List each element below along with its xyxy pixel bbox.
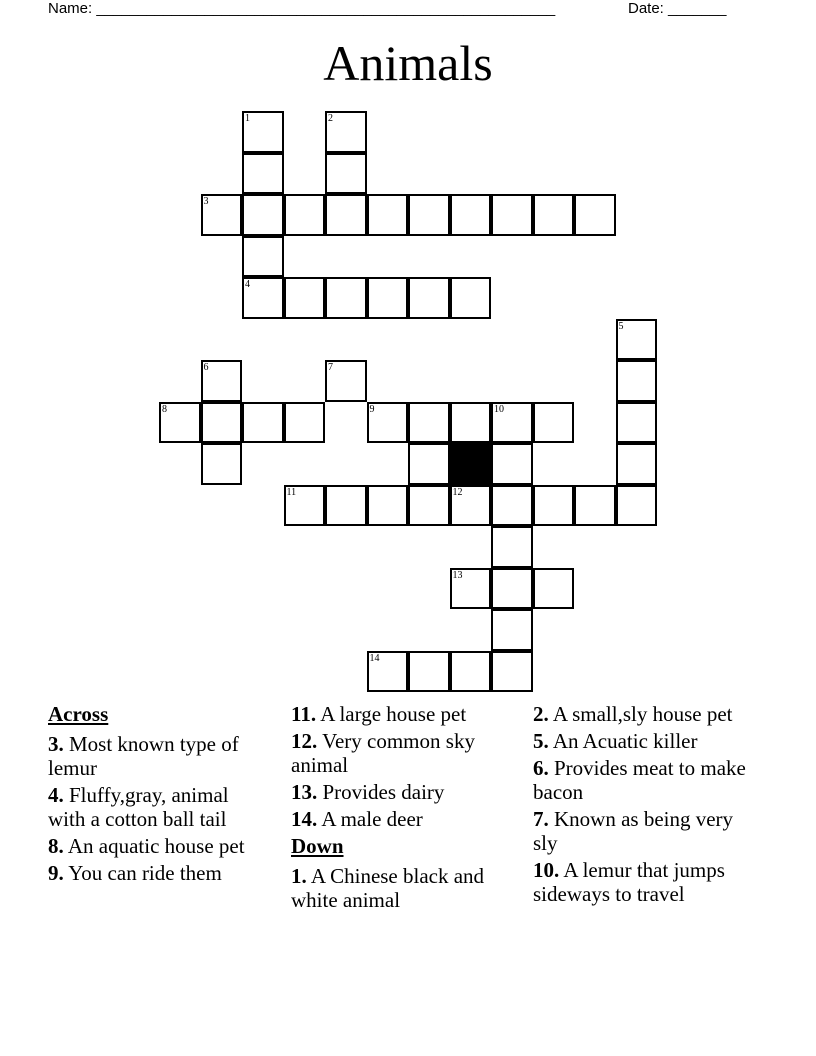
grid-cell[interactable] bbox=[325, 485, 367, 527]
clue-number-label: 8 bbox=[162, 403, 167, 415]
clue-number-label: 1 bbox=[245, 113, 250, 124]
grid-cell[interactable] bbox=[491, 443, 533, 485]
clue-text: An aquatic house pet bbox=[67, 834, 245, 858]
grid-cell[interactable] bbox=[491, 609, 533, 651]
clue-number-label: 11 bbox=[286, 486, 297, 498]
clue-number-label: 12 bbox=[452, 486, 463, 498]
clue-across-13 bbox=[291, 780, 501, 804]
clue-number: 12. bbox=[291, 729, 318, 753]
clue-number: 13. bbox=[291, 780, 318, 804]
clue-number: 3. bbox=[48, 732, 64, 756]
clue-number: 4. bbox=[48, 783, 64, 807]
clue-column-2 bbox=[291, 702, 501, 915]
grid-cell[interactable] bbox=[284, 194, 326, 236]
clue-text: Provides dairy bbox=[322, 780, 445, 804]
clue-text: A Chinese black and white animal bbox=[291, 864, 485, 912]
grid-cell[interactable] bbox=[616, 402, 658, 444]
grid-cell[interactable] bbox=[284, 485, 326, 527]
grid-cell[interactable] bbox=[533, 194, 575, 236]
clue-across-3 bbox=[48, 732, 268, 780]
clue-number: 5. bbox=[533, 729, 549, 753]
grid-cell[interactable] bbox=[408, 402, 450, 444]
grid-cell[interactable] bbox=[325, 153, 367, 195]
clue-text: A small,sly house pet bbox=[552, 702, 733, 726]
grid-cell[interactable] bbox=[159, 402, 201, 444]
clue-number: 11. bbox=[291, 702, 317, 726]
clue-text: A large house pet bbox=[320, 702, 467, 726]
clue-across-8 bbox=[48, 834, 268, 858]
grid-cell[interactable] bbox=[491, 194, 533, 236]
grid-cell[interactable] bbox=[242, 153, 284, 195]
clue-text: A male deer bbox=[321, 807, 423, 831]
grid-cell[interactable] bbox=[242, 236, 284, 278]
grid-cell[interactable] bbox=[533, 485, 575, 527]
grid-cell[interactable] bbox=[325, 277, 367, 319]
grid-cell[interactable] bbox=[533, 568, 575, 610]
grid-cell[interactable] bbox=[574, 485, 616, 527]
clue-text: Known as being very sly bbox=[533, 807, 734, 855]
clue-number: 1. bbox=[291, 864, 307, 888]
grid-cell[interactable] bbox=[533, 402, 575, 444]
grid-cell[interactable] bbox=[491, 402, 533, 444]
clue-number: 6. bbox=[533, 756, 549, 780]
clue-number: 10. bbox=[533, 858, 560, 882]
clue-across-14 bbox=[291, 807, 501, 831]
grid-cell[interactable] bbox=[201, 360, 243, 402]
clue-number-label: 7 bbox=[328, 362, 333, 373]
grid-cell[interactable] bbox=[491, 526, 533, 568]
grid-cell[interactable] bbox=[367, 194, 409, 236]
grid-cell[interactable] bbox=[616, 319, 658, 361]
clue-text: Fluffy,gray, animal with a cotton ball tail bbox=[48, 783, 229, 831]
grid-cell[interactable] bbox=[491, 485, 533, 527]
grid-cell[interactable] bbox=[408, 194, 450, 236]
grid-cell[interactable] bbox=[242, 277, 284, 319]
grid-cell[interactable] bbox=[574, 194, 616, 236]
clue-down-5 bbox=[533, 729, 753, 753]
grid-cell[interactable] bbox=[201, 194, 243, 236]
clue-number: 8. bbox=[48, 834, 64, 858]
grid-cell[interactable] bbox=[408, 485, 450, 527]
clue-down-7 bbox=[533, 807, 753, 855]
grid-cell[interactable] bbox=[325, 194, 367, 236]
grid-cell[interactable] bbox=[408, 651, 450, 693]
grid-cell[interactable] bbox=[616, 485, 658, 527]
grid-cell[interactable] bbox=[450, 402, 492, 444]
date-line: Date: _______ bbox=[628, 0, 727, 17]
clue-down-6 bbox=[533, 756, 753, 804]
clue-across-4 bbox=[48, 783, 268, 831]
grid-cell[interactable] bbox=[491, 568, 533, 610]
grid-cell[interactable] bbox=[491, 651, 533, 693]
down-heading: Down bbox=[291, 834, 344, 858]
grid-cell[interactable] bbox=[616, 443, 658, 485]
grid-cell[interactable] bbox=[242, 402, 284, 444]
clue-text: A lemur that jumps sideways to travel bbox=[533, 858, 725, 906]
grid-cell[interactable] bbox=[450, 194, 492, 236]
grid-cell[interactable] bbox=[616, 360, 658, 402]
clue-number-label: 2 bbox=[328, 113, 333, 124]
clue-number-label: 10 bbox=[494, 403, 504, 415]
grid-cell[interactable] bbox=[325, 360, 367, 402]
across-heading: Across bbox=[48, 702, 109, 726]
clue-across-12 bbox=[291, 729, 501, 777]
clue-number-label: 4 bbox=[245, 279, 250, 290]
clue-number: 2. bbox=[533, 702, 549, 726]
black-cell bbox=[450, 443, 492, 485]
clue-number-label: 9 bbox=[369, 403, 375, 415]
grid-cell[interactable] bbox=[284, 402, 326, 444]
grid-cell[interactable] bbox=[450, 277, 492, 319]
clue-number-label: 3 bbox=[203, 196, 209, 207]
clue-number-label: 13 bbox=[452, 569, 463, 581]
grid-cell[interactable] bbox=[450, 485, 492, 527]
grid-cell[interactable] bbox=[408, 443, 450, 485]
grid-cell[interactable] bbox=[408, 277, 450, 319]
clue-text: You can ride them bbox=[68, 861, 222, 885]
clue-text: Most known type of lemur bbox=[48, 732, 239, 780]
clue-number-label: 14 bbox=[369, 652, 380, 664]
name-line: Name: _______________________________________________________ bbox=[48, 0, 556, 17]
grid-cell[interactable] bbox=[367, 485, 409, 527]
clue-number: 9. bbox=[48, 861, 64, 885]
clue-text: An Acuatic killer bbox=[552, 729, 698, 753]
clue-across-9 bbox=[48, 861, 268, 885]
clue-down-10 bbox=[533, 858, 753, 906]
clue-text: Very common sky animal bbox=[291, 729, 475, 777]
clue-number-label: 6 bbox=[203, 362, 209, 373]
grid-cell[interactable] bbox=[367, 402, 409, 444]
clue-number: 7. bbox=[533, 807, 549, 831]
page-title: Animals bbox=[323, 35, 493, 91]
clue-text: Provides meat to make bacon bbox=[533, 756, 746, 804]
clue-number-label: 5 bbox=[618, 320, 624, 332]
grid-cell[interactable] bbox=[367, 651, 409, 693]
grid-cell[interactable] bbox=[450, 568, 492, 610]
clue-down-1 bbox=[291, 864, 501, 912]
grid-cell[interactable] bbox=[367, 277, 409, 319]
clue-column-1 bbox=[48, 702, 268, 888]
grid-cell[interactable] bbox=[201, 443, 243, 485]
grid-cell[interactable] bbox=[325, 111, 367, 153]
grid-cell[interactable] bbox=[284, 277, 326, 319]
clue-down-2 bbox=[533, 702, 753, 726]
clue-column-3 bbox=[533, 702, 753, 909]
grid-cell[interactable] bbox=[242, 111, 284, 153]
grid-cell[interactable] bbox=[450, 651, 492, 693]
grid-cell[interactable] bbox=[242, 194, 284, 236]
clue-number: 14. bbox=[291, 807, 318, 831]
grid-cell[interactable] bbox=[201, 402, 243, 444]
clue-across-11 bbox=[291, 702, 501, 726]
